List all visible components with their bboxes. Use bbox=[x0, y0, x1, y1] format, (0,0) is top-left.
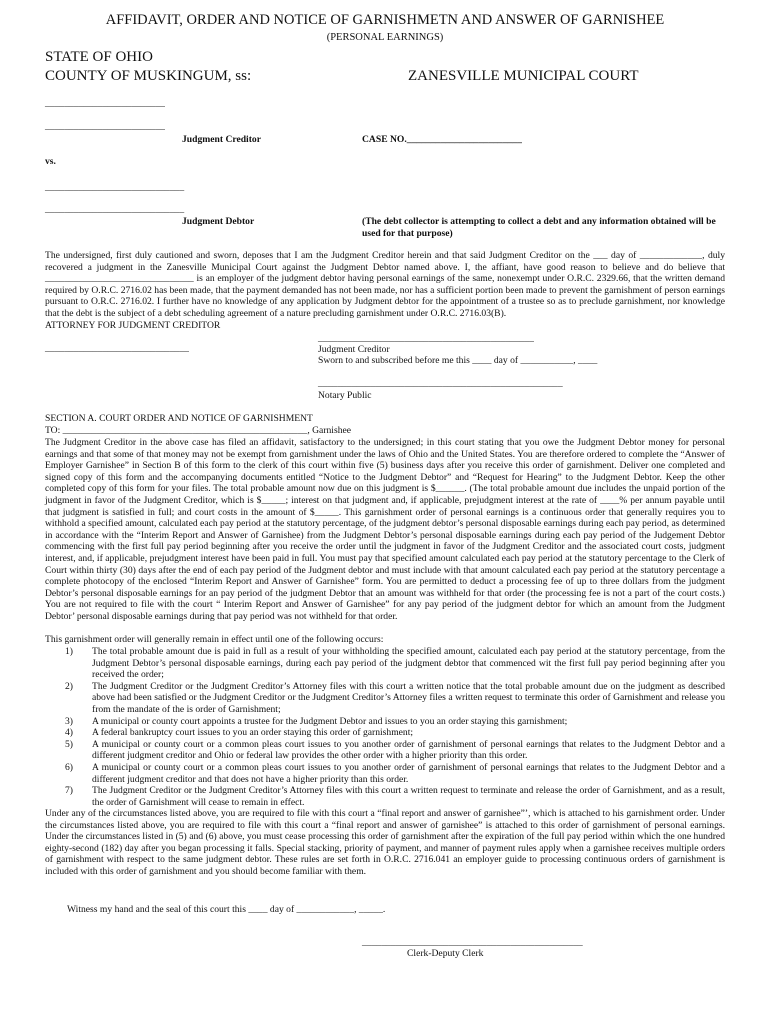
attorney-label: ATTORNEY FOR JUDGMENT CREDITOR bbox=[45, 320, 221, 331]
creditor-blank-2: _________________________ bbox=[45, 121, 165, 132]
list-item: 5) A municipal or county court or a common pleas court issues to you another order of garnishment of personal earnings that relates to the Judgment Debtor and a different judgment creditor and Ohio or federal law provides the other order with a higher priority than this order. bbox=[65, 738, 725, 762]
list-item: 3) A municipal or county court appoints a trustee for the Judgment Debtor and issues to you an order staying this garnishment; bbox=[65, 715, 568, 727]
state-label: STATE OF OHIO bbox=[45, 49, 153, 65]
sworn-statement: Sworn to and subscribed before me this ____ day of ___________, ____ bbox=[318, 355, 598, 366]
court-name: ZANESVILLE MUNICIPAL COURT bbox=[408, 68, 639, 84]
county-label: COUNTY OF MUSKINGUM, ss: bbox=[45, 68, 252, 84]
list-item: 6) A municipal or county court or a common pleas court issues to you another order of garnishment of personal earnings that relates to the Judgment Debtor and a different judgment creditor and that does not have a higher priority than this order. bbox=[65, 761, 725, 785]
judgment-creditor-label: Judgment Creditor bbox=[182, 134, 261, 145]
garnishee-to-line: TO: ___________________________________________________, Garnishee bbox=[45, 425, 352, 436]
witness-statement: Witness my hand and the seal of this court this ____ day of ____________, _____. bbox=[67, 904, 386, 915]
judgment-debtor-label: Judgment Debtor bbox=[182, 216, 255, 227]
document-title: AFFIDAVIT, ORDER AND NOTICE OF GARNISHMETN AND ANSWER OF GARNISHEE bbox=[105, 12, 665, 28]
effect-intro: This garnishment order will generally remain in effect until one of the following occurs: bbox=[45, 634, 384, 645]
list-item: 2) The Judgment Creditor or the Judgment Creditor’s Attorney files with this court a written notice that the total probable amount due on the judgment as described above had been satisfied or the Judgment Creditor or the Judgment Creditor’s Attorney files a written request to terminate this order of Garnishment and release you from the mandate of the is order of Garnishment; bbox=[65, 680, 725, 715]
section-a-body: The Judgment Creditor in the above case has filed an affidavit, satisfactory to the undersigned; in this court stating that you owe the Judgment Debtor money for personal earnings and that some of that money may not be exempt from garnishment under the laws of Ohio and the United States. You are therefore ordered to complete the “Answer of Employer Garnishee” in Section B of this form to the clerk of this court within five (5) business days after you receive this order of garnishment. Deliver one completed and signed copy of this form and the accompanying documents entitled “Notice to the Judgment Debtor” and “Request for Hearing” to the Judgment Debtor. Keep the other completed copy of this form for your files. The total probable amount now due on this judgment is $______. (The total probable amount due includes the unpaid portion of the judgment in favor of the Judgment Creditor, which is $_____; interest on that judgment and, if applicable, prejudgment interest at the rate of ____% per annum payable until that judgment is satisfied in full; and court costs in the amount of $_____. This garnishment order of personal earnings is a continuous order that generally requires you to withhold a specified amount, calculated each pay period at the statutory percentage, of the judgment debtor’s personal disposable earnings during each pay period, as determined in accordance with the “Interim Report and Answer of Garnishee) from the Judgment Debtor’s personal disposable earnings during each pay period of the Judgement Debtor commencing with the first full pay period beginning after you receive the order until the judgment in favor of the Judgment Creditor and the associated court costs, judgment interest, and, if applicable, prejudgment interest have been paid in full. You must pay that specified amount calculated each pay period at the statutory percentage to the Clerk of Court within thirty (30) days after the end of each pay period of the Judgment debtor and must include with that amount calculated each pay period at the statutory percentage a complete photocopy of the enclosed “Interim Report and Answer of Garnishee” form. You are permitted to deduct a processing fee of up to three dollars from the judgment Debtor’s personal disposable earnings for an pay period of the judgment Debtor that an amount was withheld for that order (the processing fee is not a part of the court costs.) You are not required to file with the court “ Interim Report and Answer of Garnishee” for any pay period of the judgment debtor for which an amount from the Judgment Debtor’ personal disposable earnings during that pay period was not withheld for that order. bbox=[45, 437, 725, 622]
section-a-closing: Under any of the circumstances listed above, you are required to file with this court a “final report and answer of garnishee”’, which is attached to his garnishment order. Under the circumstances listed above, you are required to file with this court a “final report and answer of garnishee” is attached to this order of garnishment of personal earnings. Under the circumstances listed in (5) and (6) above, you must cease processing this order of garnishment after the expiration of the full pay period within which the one hundred eighty-second (182) day after you began processing it falls. Special stacking, priority of payment, and manner of payment rules apply when a garnishee receives multiple orders of garnishment with respect to the same judgment debtor. These rules are set forth in O.R.C. 2716.041 an employer guide to processing continuous orders of garnishment is included with this order of garnishment and you should become familiar with them. bbox=[45, 808, 725, 877]
case-number-field: CASE NO.________________________ bbox=[362, 134, 522, 145]
debt-collector-notice: (The debt collector is attempting to collect a debt and any information obtained will be used for that purpose) bbox=[362, 216, 716, 239]
document-subtitle: (PERSONAL EARNINGS) bbox=[326, 32, 444, 43]
affidavit-body: The undersigned, first duly cautioned and sworn, deposes that I am the Judgment Creditor herein and that said Judgment Creditor on the ___ day of _____________, duly recovered a judgment in the Zanesville Municipal Court against the Judgment Debtor named above. I, the affiant, have good reason to believe and do believe that _______________________________ is an employer of the judgment debtor having personal earnings of the same, nonexempt under O.R.C. 2329.66, that the written demand required by O.R.C. 2716.02 has been made, that the payment demanded has not been made, nor has a sufficient portion been made to prevent the garnishment of person earnings pursuant to O.R.C. 2716.02. I further have no knowledge of any application by Judgment debtor for the appointment of a trustee so as to preclude garnishment, nor knowledge that the debt is the subject of a debt scheduling agreement of a nature precluding garnishment under O.R.C. 2716.03(B). bbox=[45, 250, 725, 319]
debtor-blank-2: _____________________________ bbox=[45, 204, 185, 215]
creditor-signature-line: _____________________________________________ bbox=[318, 333, 534, 344]
list-item: 1) The total probable amount due is paid in full as a result of your withholding the specified amount, calculated each pay period at the statutory percentage, from the Judgment Debtor’s personal disposable earnings, during each pay period of the judgment debtor that commenced wit the first full pay period beginning after you received the order; bbox=[65, 646, 725, 681]
list-item: 7) The Judgment Creditor or the Judgment Creditor’s Attorney files with this court a written request to terminate and release the order of Garnishment, and as a result, the order of Garnishment will cease to remain in effect. bbox=[65, 785, 725, 808]
notary-label: Notary Public bbox=[318, 390, 372, 401]
clerk-signature-line: ______________________________________________ bbox=[362, 937, 583, 948]
creditor-signature-label: Judgment Creditor bbox=[318, 344, 390, 355]
section-a-heading: SECTION A. COURT ORDER AND NOTICE OF GARNISHMENT bbox=[45, 413, 313, 424]
notary-signature-line: ___________________________________________________ bbox=[318, 378, 563, 389]
debtor-blank-1: _____________________________ bbox=[45, 182, 185, 193]
termination-conditions-list bbox=[45, 646, 725, 808]
versus-label: vs. bbox=[45, 156, 56, 167]
clerk-label: Clerk-Deputy Clerk bbox=[407, 948, 484, 959]
list-item: 4) A federal bankruptcy court issues to you an order staying this order of garnishment; bbox=[65, 727, 414, 739]
attorney-signature-line: ______________________________ bbox=[45, 343, 189, 354]
creditor-blank-1: _________________________ bbox=[45, 98, 165, 109]
